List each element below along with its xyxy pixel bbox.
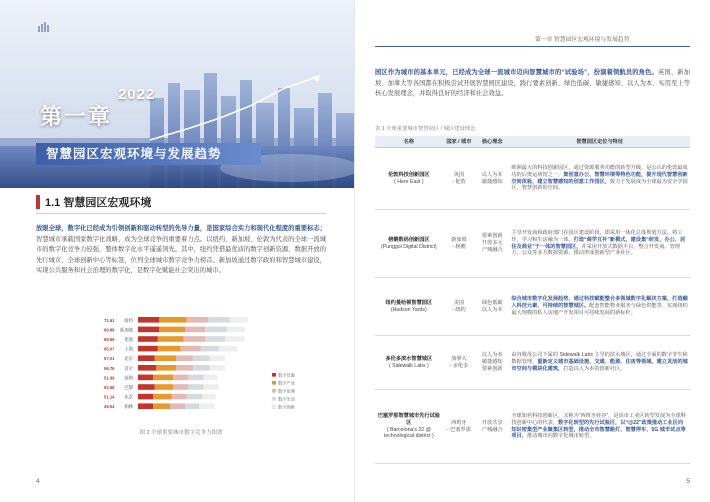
table-row [375, 336, 690, 390]
district-name-en: ( Sidewalk Labs ) [388, 362, 429, 369]
section-heading [36, 193, 151, 211]
bar-segment [188, 384, 203, 390]
bar-segment [188, 375, 203, 381]
bar-total-label: 56.76 [104, 365, 115, 371]
category-label: 北京 [124, 356, 133, 362]
section-divider [36, 213, 326, 214]
bar-total-label: 52.68 [104, 385, 115, 390]
bar-segment [193, 365, 210, 371]
feature-text: 打造以人为本的创新社区。 [563, 365, 626, 372]
category-label: 伦敦 [124, 337, 133, 342]
district-table [375, 136, 690, 464]
legend-label: 数字创新 [278, 404, 295, 410]
district-concept: 以人为本 敏捷感知 [475, 148, 509, 210]
feature-highlight: 数字化转型的先行试验区，以“@22”政策推动工业区向知识密集型产业聚集区转型，推动全市智慧路灯、智慧停车、5G 城市试点等项目， [511, 419, 686, 440]
category-label: 东京 [124, 394, 133, 400]
category-label: 深圳 [124, 375, 133, 381]
category-label: 新加坡 [119, 327, 133, 333]
right-body-paragraph [375, 68, 690, 100]
bar-total-label: 65.07 [104, 346, 115, 352]
bar-segment [230, 317, 248, 323]
bar-total-label: 69.55 [104, 337, 115, 342]
bar-segment [173, 375, 188, 381]
table-row [375, 278, 690, 336]
district-name-zh: 巴塞罗那智慧城市先行试验区 [377, 412, 440, 426]
district-concept: 绿色低碳 以人为本 [475, 278, 509, 336]
running-head: 第一章 智慧园区宏观环境与发展趋势 [535, 37, 630, 43]
figure-caption: 图 2 全球重要城市数字竞争力图谱 [139, 430, 223, 436]
bar-segment [176, 365, 193, 371]
bar-total-label: 71.61 [104, 317, 115, 323]
bar-segment [219, 346, 237, 352]
bar-segment [138, 365, 156, 371]
bar-segment [158, 336, 184, 342]
district-name-zh: 伦敦科技创新园区 [388, 171, 430, 178]
table-header-location: 国家 / 城市 [443, 136, 475, 148]
bar-segment [226, 327, 244, 333]
right-paragraph-lead: 园区作为城市的基本单元，已经成为全球一流城市迈向智慧城市的“试验场”，扮演着领航员的角色。 [375, 69, 658, 76]
chapter-year: 2022 [118, 86, 156, 103]
bar-segment [156, 365, 176, 371]
bar-segment [185, 403, 199, 409]
feature-text: 主导开发商和政府部门在园区建设阶段，即采用一体化总体规划方法，将工作、学习和生活融为一体， [511, 229, 683, 243]
digital-competitiveness-chart [104, 313, 314, 423]
bar-segment [210, 365, 225, 371]
legend-label: 数字产业 [278, 380, 295, 386]
feature-text: 由谷歌母公司下属的 Sidewalk Labs 主导的滨水城区，通过全面的数字孪生和数据管理， [511, 352, 688, 366]
bar-total-label: 51.99 [104, 375, 115, 381]
district-location: 新加坡 - 榜鹅 [443, 210, 475, 278]
right-paragraph-rest: 英国、新加坡、加拿大等各国都在积极尝试开展智慧园区建设，践行要素创新、绿色低碳、敏捷感知、以人为本、实用至上等核心发展理念，并取得良好的经济和社会效益。 [375, 69, 691, 97]
bar-segment [155, 355, 176, 361]
page-number-right: 5 [686, 478, 690, 485]
legend-swatch [272, 405, 276, 409]
bar-total-label: 51.14 [104, 394, 115, 400]
legend-label: 数字治理 [278, 388, 295, 394]
page-number-left: 4 [36, 478, 40, 485]
feature-highlight: 重新定义城市基础设施、交通、能源、住房等领域，建立灵活的城市空间与模块化建筑， [511, 359, 688, 372]
district-location: 西班牙 - 巴塞罗那 [443, 390, 475, 464]
left-paragraph-lead: 放眼全球，数字化已经成为引领创新和驱动转型的先导力量，是国家综合实力和现代化程度的重要标志； [36, 225, 326, 232]
bar-total-label: 49.54 [104, 404, 115, 410]
feature-text: 配套智能物业服务与绿色供能等，实现纽约最大规模的私人房地产开发项目可持续发展的新标杆。 [511, 303, 688, 316]
feature-text: 推动城市向数字化城市转型。 [526, 433, 595, 440]
left-paragraph-rest: 智慧城市承载国家数字化战略，成为全球竞争的重要着力点。以纽约、新加坡、伦敦为代表的全球一流城市的数字化竞争力较强，整体数字化水平遥遥领先。其中，纽约凭借最优质的数字创新资源、数据开放的先行城市、全球创新中心等标签，位列全球城市数字竞争力榜首。新加坡通过数字政府和智慧城市建设，实现公共服务和社会治理的数字化，是数字化赋能社会突出的城市。 [36, 235, 326, 274]
feature-text: 致力于发展成为全球最为安全学园区、智慧创新的空间。 [511, 178, 688, 192]
bar-segment [181, 346, 201, 352]
district-name-zh: 纽约曼哈顿智慧园区 [385, 299, 433, 306]
category-label: 巴黎 [124, 385, 133, 390]
district-concept: 以人为本 敏捷感知 要素创新 [475, 336, 509, 390]
feature-text: 全球知名科技创新区，又称为“西班牙硅谷”，是该市工业区转型发展为全球科技创新中心的代表， [511, 412, 686, 426]
chapter-title: 第一章 [40, 104, 113, 129]
bar-segment [185, 327, 205, 333]
district-location: 美国 - 纽约 [443, 278, 475, 336]
bar-segment [138, 317, 159, 323]
brand-mark-icon [38, 22, 52, 32]
legend-swatch [272, 397, 276, 401]
feature-text: 并采用开放式数据平台，整合开发商、管理方、公众等多方数据资源，推动形成创新型产业社区。 [511, 243, 680, 257]
bar-segment [205, 327, 226, 333]
district-features [509, 278, 690, 336]
table-header-name: 名称 [375, 136, 443, 148]
bar-segment [201, 346, 219, 352]
bar-segment [159, 317, 186, 323]
bar-segment [210, 355, 225, 361]
bar-segment [172, 394, 187, 400]
table-row [375, 390, 690, 464]
district-features [509, 148, 690, 210]
bar-segment [138, 336, 158, 342]
bar-segment [138, 375, 153, 381]
bar-segment [138, 346, 158, 352]
bar-segment [138, 403, 153, 409]
district-name-zh: 榜鹅数码创新园区 [388, 236, 430, 243]
feature-highlight: 打造“商学互补”新模式，建设集“研发、办公、居住及商业”于一体的智慧园区， [511, 236, 686, 250]
district-name-en: (Hudson Yards) [390, 306, 427, 313]
table-header-features: 智慧园区定位与特征 [509, 136, 690, 148]
feature-highlight: 综合城市数字化发展趋势，通过科技赋能整合多领域数字化解决方案，打造融入科技元素、可持续的智慧城区。 [511, 296, 688, 310]
district-features [509, 336, 690, 390]
bar-segment [208, 317, 229, 323]
district-name-cell [375, 210, 443, 278]
bar-segment [138, 327, 159, 333]
district-name-en: ( Barcelona's 22 @ technological district ) [383, 426, 434, 440]
bar-segment [153, 403, 170, 409]
left-body-paragraph [36, 224, 326, 277]
section-title: 1.1 智慧园区宏观环境 [45, 197, 152, 209]
bar-segment [187, 317, 208, 323]
bar-segment [153, 375, 173, 381]
district-name-cell [375, 336, 443, 390]
legend-swatch [272, 381, 276, 385]
district-concept: 开放共享 产城融合 [475, 390, 509, 464]
category-label: 上海 [124, 346, 133, 352]
district-name-cell [375, 390, 443, 464]
legend-swatch [272, 373, 276, 377]
table-row [375, 210, 690, 278]
bar-segment [205, 336, 225, 342]
bar-segment [199, 403, 214, 409]
category-label: 柏林 [124, 404, 133, 410]
district-name-en: (Punggol Digital District) [381, 243, 437, 250]
bar-segment [187, 394, 202, 400]
bar-segment [176, 355, 193, 361]
bar-segment [193, 355, 210, 361]
district-location: 英国 - 伦敦 [443, 148, 475, 210]
bar-segment [138, 394, 153, 400]
district-concept: 要素创新 开放多元 产城融合 [475, 210, 509, 278]
legend-label: 数字生活 [278, 396, 295, 402]
bar-segment [158, 346, 181, 352]
feature-text: 欧洲最大的科技创新园区，通过资源服务功能的转型升级，是公认的伦敦最成功的后奥运场馆之一， [511, 164, 688, 178]
bar-segment [204, 384, 219, 390]
legend-swatch [272, 389, 276, 393]
district-name-zh: 多伦多滨水智慧城区 [385, 355, 433, 362]
right-page [355, 0, 710, 502]
district-name-en: ( Here East ) [394, 178, 424, 185]
bar-total-label: 69.88 [104, 327, 115, 333]
running-head-rule [375, 46, 690, 47]
category-label: 纽约 [124, 317, 133, 323]
table-header-concept: 核心理念 [475, 136, 509, 148]
bar-segment [138, 384, 155, 390]
bar-segment [204, 375, 218, 381]
bar-segment [155, 384, 173, 390]
district-name-cell [375, 278, 443, 336]
district-features [509, 390, 690, 464]
table-header-row [375, 136, 690, 148]
bar-segment [173, 384, 188, 390]
feature-highlight: 集创意办公、智慧环境等特色功能，提升现代智慧创新空间体验，建立智慧感知的创意工作园区， [511, 171, 688, 185]
section-accent-bar [36, 195, 40, 209]
chapter-subtitle-banner: 智慧园区宏观环境与发展趋势 [36, 143, 261, 165]
legend-label: 数字设施 [278, 372, 295, 378]
bar-segment [159, 327, 185, 333]
bar-segment [170, 403, 185, 409]
bar-segment [202, 394, 216, 400]
district-features [509, 210, 690, 278]
bar-segment [225, 336, 245, 342]
bar-total-label: 57.01 [104, 356, 115, 362]
table-row [375, 148, 690, 210]
bar-segment [138, 355, 155, 361]
bar-segment [184, 336, 205, 342]
table-caption: 表 1 全球重要城市智慧园区 / 城区建设理念 [375, 126, 476, 132]
category-label: 首尔 [124, 365, 133, 371]
district-location: 加拿大 - 多伦多 [443, 336, 475, 390]
district-name-cell [375, 148, 443, 210]
bar-segment [153, 394, 171, 400]
